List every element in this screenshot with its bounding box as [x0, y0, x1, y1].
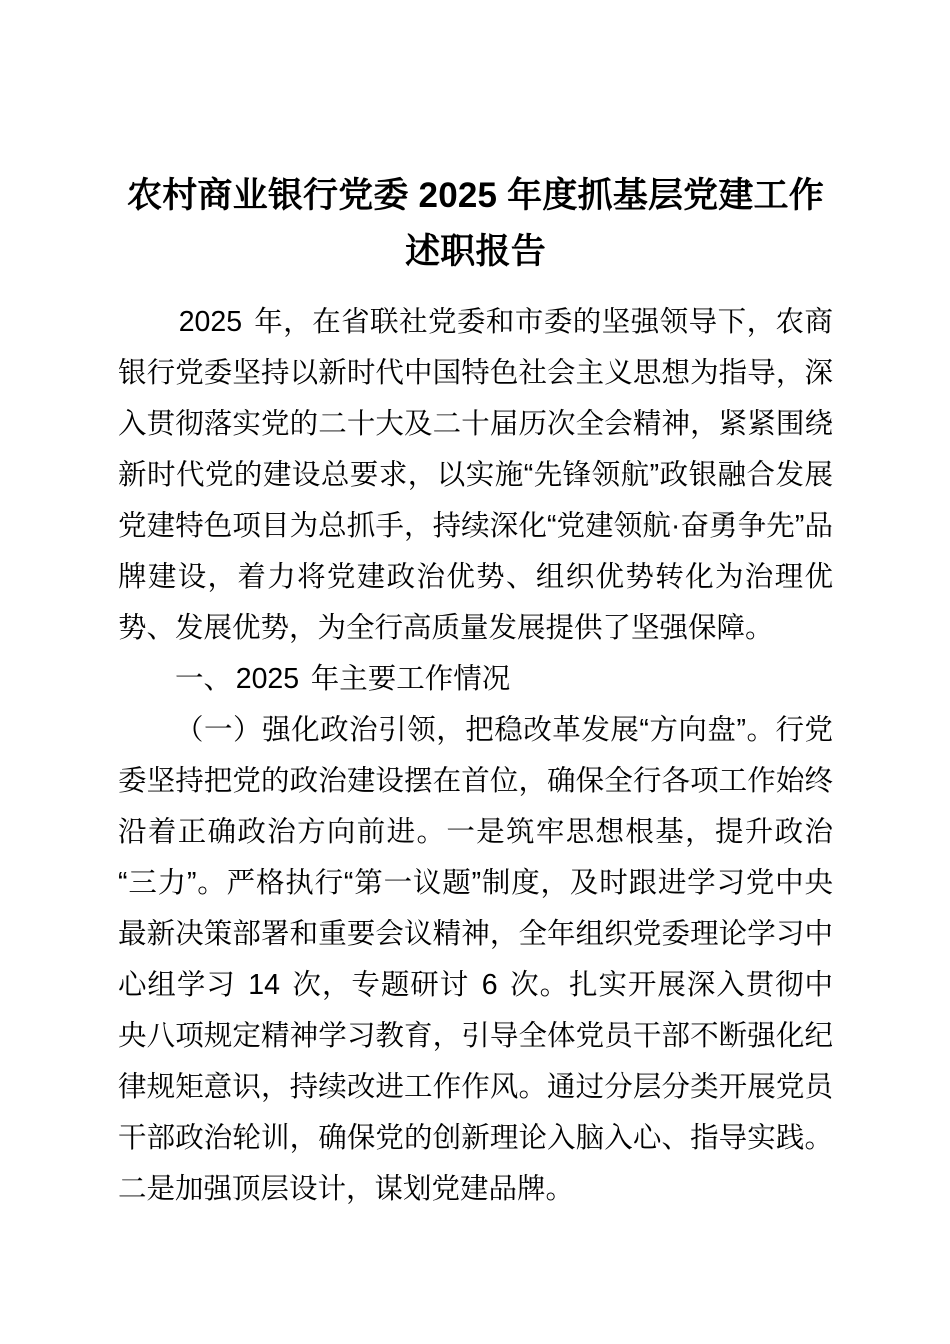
document-title — [118, 168, 833, 280]
page-content — [118, 168, 833, 1215]
paragraph-intro: 2025 年，在省联社党委和市委的坚强领导下，农商银行党委坚持以新时代中国特色社会主义思想为指导，深入贯彻落实党的二十大及二十届历次全会精神，紧紧围绕新时代党的建设总要求，以实施“先锋领航”政银融合发展党建特色项目为总抓手，持续深化“党建领航·奋勇争先”品牌建设，着力将党建政治优势、组织优势转化为治理优势、发展优势，为全行高质量发展提供了坚强保障。 — [118, 306, 833, 644]
section-heading-1: 一、 2025 年主要工作情况 — [175, 663, 511, 695]
document-title-line-2: 述职报告 — [405, 232, 546, 271]
paragraph-section-1-1: （一）强化政治引领，把稳改革发展“方向盘”。行党委坚持把党的政治建设摆在首位，确保全行各项工作始终沿着正确政治方向前进。一是筑牢思想根基，提升政治“三力”。严格执行“第一议题”制度，及时跟进学习党中央最新决策部署和重要会议精神，全年组织党委理论学习中心组学习 14 次，专题研讨 6 次。扎实开展深入贯彻中央八项规定精神学习教育，引导全体党员干部不断强化纪律规矩意识，持续改进工作作风。通过分层分类开展党员干部政治轮训，确保党的创新理论入脑入心、指导实践。二是加强顶层设计，谋划党建品牌。 — [118, 714, 833, 1205]
document-title-line-1: 农村商业银行党委 2025 年度抓基层党建工作 — [127, 176, 824, 215]
